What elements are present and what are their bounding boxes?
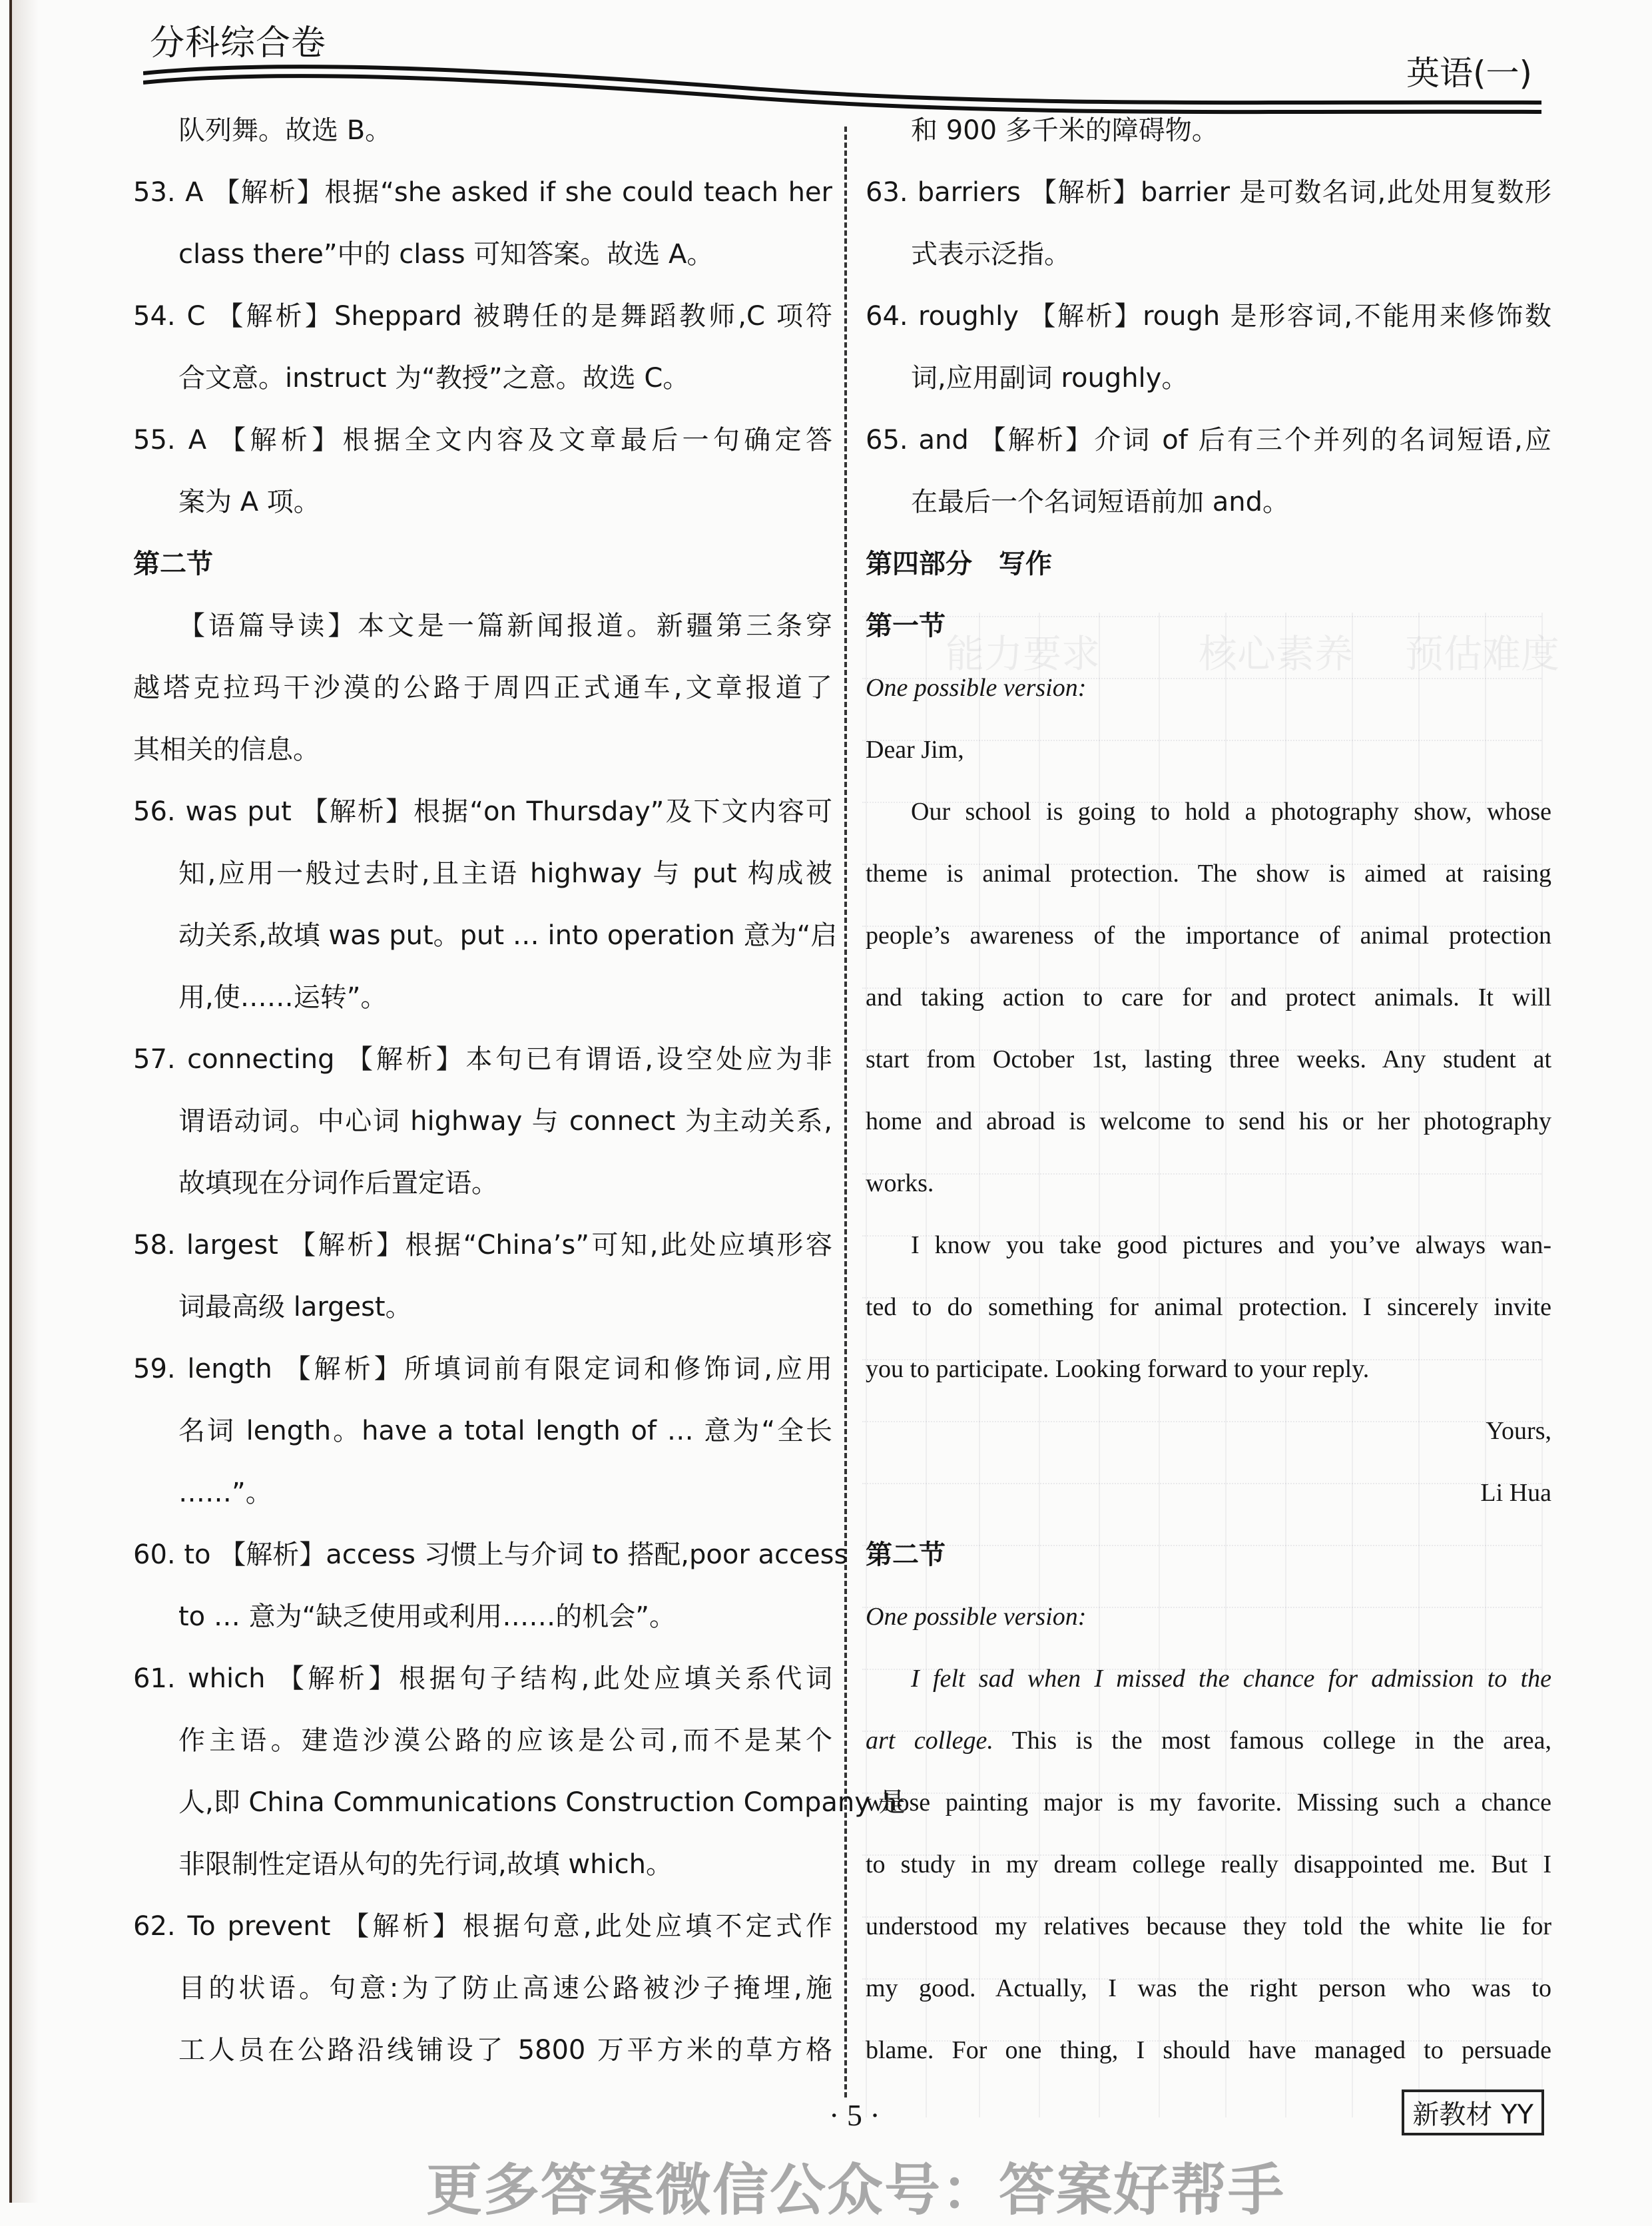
answer-line: 知,应用一般过去时,且主语 highway 与 put 构成被 [178,858,832,889]
edition-badge: 新教材 YY [1402,2089,1544,2135]
answer-line: 64. roughly 【解析】rough 是形容词,不能用来修饰数 [866,301,1551,332]
essay-line: whose painting major is my favorite. Missing such a chance [866,1789,1551,1816]
answer-line: 非限制性定语从句的先行词,故填 which。 [178,1849,673,1880]
answer-line: 作主语。建造沙漠公路的应该是公司,而不是某个 [178,1725,832,1756]
essay-line: I know you take good pictures and you’ve always wan- [911,1231,1551,1259]
answer-line: 名词 length。have a total length of … 意为“全长 [178,1416,832,1446]
letter-closing: Yours, [1486,1417,1551,1445]
answer-line: 故填现在分词作后置定语。 [178,1168,498,1199]
essay-line: I felt sad when I missed the chance for admission to the [911,1665,1551,1693]
answer-line: 目的状语。句意:为了防止高速公路被沙子掩埋,施 [178,1973,832,2004]
series-title: 分科综合卷 [150,23,327,63]
page-number: · 5 · [829,2098,880,2132]
version-label: One possible version: [866,674,1087,702]
answer-line: 【语篇导读】本文是一篇新闻报道。新疆第三条穿 [178,611,832,641]
answer-line: class there”中的 class 可知答案。故选 A。 [178,239,714,270]
answer-line: 队列舞。故选 B。 [178,115,392,146]
answer-line: to … 意为“缺乏使用或利用……的机会”。 [178,1601,677,1632]
answer-line: 60. to 【解析】access 习惯上与介词 to 搭配,poor access [133,1539,848,1570]
answer-line: 53. A 【解析】根据“she asked if she could teach her [133,177,832,208]
answer-line: 62. To prevent 【解析】根据句意,此处应填不定式作 [133,1911,832,1942]
essay-line: theme is animal protection. The show is aimed at raising [866,860,1551,888]
page-edge-shadow [12,0,39,2203]
ghost-header: 能力要求 [946,631,1101,677]
section-heading: 第二节 [133,549,213,579]
ghost-header: 核心素养 [1199,631,1354,677]
answer-line: 用,使……运转”。 [178,982,388,1013]
answer-line: 59. length 【解析】所填词前有限定词和修饰词,应用 [133,1354,832,1384]
section-heading: 第一节 [866,611,946,641]
answer-line: 合文意。instruct 为“教授”之意。故选 C。 [178,363,690,394]
essay-line: understood my relatives because they told the white lie for [866,1912,1551,1940]
essay-line: people’s awareness of the importance of animal protection [866,922,1551,950]
essay-line: blame. For one thing, I should have managed to persuade [866,2036,1551,2064]
answer-line: 57. connecting 【解析】本句已有谓语,设空处应为非 [133,1044,832,1075]
right-column [866,100,1551,2082]
part-heading: 第四部分 写作 [866,549,1052,579]
answer-line: 63. barriers 【解析】barrier 是可数名词,此处用复数形 [866,177,1551,208]
answer-line: 和 900 多千米的障碍物。 [911,115,1219,146]
answer-line: 案为 A 项。 [178,487,320,517]
subject-title: 英语(一) [1406,54,1532,93]
italic-text: art college. [866,1727,993,1755]
line-text: This is the most famous college in the area, [993,1727,1552,1755]
essay-line: my good. Actually, I was the right person who was to [866,1974,1551,2002]
essay-line: start from October 1st, lasting three weeks. Any student at [866,1045,1551,1073]
ghost-header: 预估难度 [1405,631,1560,677]
answer-line: 词最高级 largest。 [178,1292,412,1322]
answer-line: 式表示泛指。 [911,239,1071,270]
essay-line: works. [866,1169,934,1197]
answer-line: 越塔克拉玛干沙漠的公路于周四正式通车,文章报道了 [133,673,832,703]
section-heading: 第二节 [866,1539,946,1570]
answer-line: 56. was put 【解析】根据“on Thursday”及下文内容可 [133,796,832,827]
watermark: 更多答案微信公众号：答案好帮手 [426,2157,1286,2223]
answer-line: ……”。 [178,1478,272,1508]
answer-line: 65. and 【解析】介词 of 后有三个并列的名词短语,应 [866,425,1551,455]
answer-line: 在最后一个名词短语前加 and。 [911,487,1289,517]
essay-line: Our school is going to hold a photography show, whose [911,798,1551,826]
answer-line: 人,即 China Communications Construction Company 是 [178,1787,906,1818]
letter-salutation: Dear Jim, [866,736,964,764]
answer-line: 54. C 【解析】Sheppard 被聘任的是舞蹈教师,C 项符 [133,301,832,332]
essay-line: ted to do something for animal protection. I sincerely invite [866,1293,1551,1321]
essay-line: you to participate. Looking forward to your reply. [866,1355,1370,1383]
answer-line: 词,应用副词 roughly。 [911,363,1189,394]
answer-line: 其相关的信息。 [133,734,320,765]
answer-line: 55. A 【解析】根据全文内容及文章最后一句确定答 [133,425,832,455]
letter-signature: Li Hua [1480,1479,1551,1507]
answer-line: 61. which 【解析】根据句子结构,此处应填关系代词 [133,1663,832,1694]
answer-line: 动关系,故填 was put。put … into operation 意为“启 [178,920,838,951]
answer-line: 58. largest 【解析】根据“China’s”可知,此处应填形容 [133,1230,832,1260]
essay-line: to study in my dream college really disappointed me. But I [866,1850,1551,1878]
answer-line: 工人员在公路沿线铺设了 5800 万平方米的草方格 [178,2035,832,2066]
essay-line: home and abroad is welcome to send his or her photography [866,1107,1551,1135]
essay-line: and taking action to care for and protect animals. It will [866,983,1551,1011]
essay-line [866,1710,1551,1772]
version-label: One possible version: [866,1603,1087,1631]
answer-line: 谓语动词。中心词 highway 与 connect 为主动关系, [178,1106,832,1137]
